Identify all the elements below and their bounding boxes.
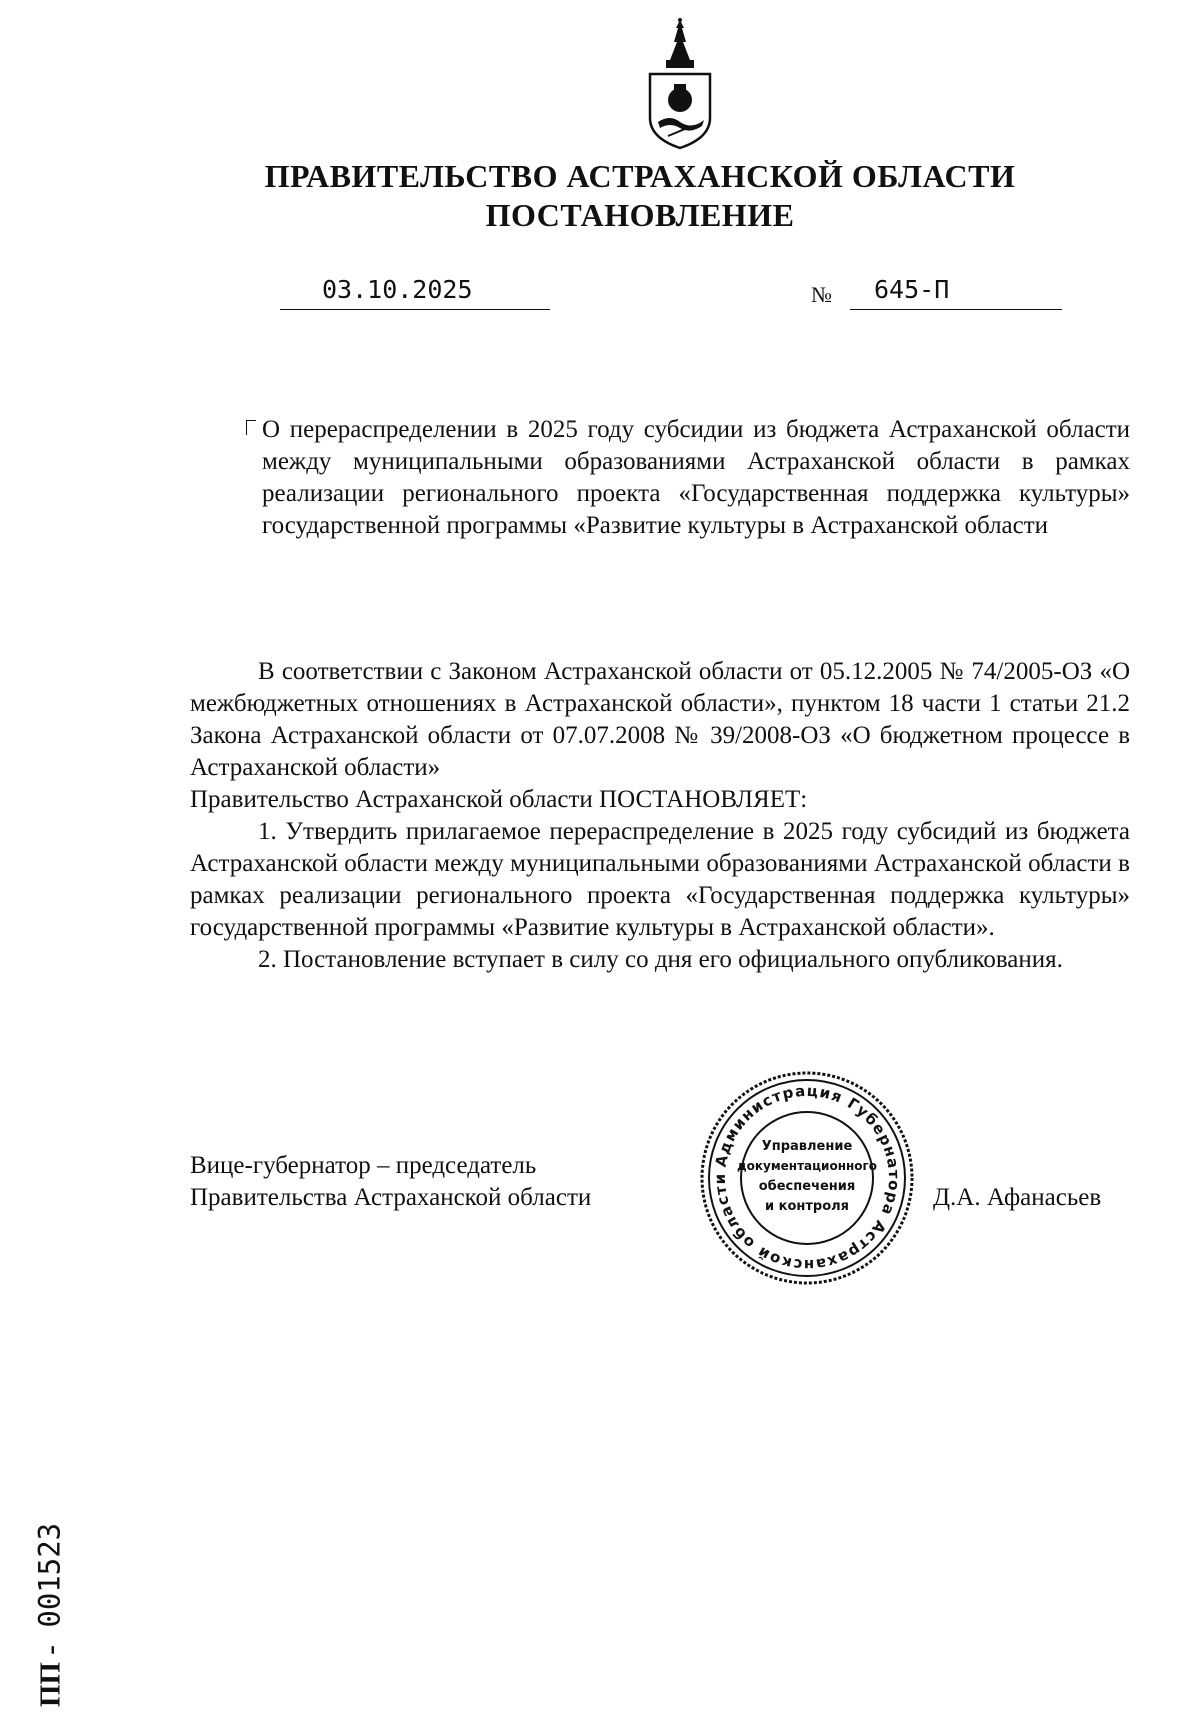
position-line-1: Вице-губернатор – председатель (190, 1152, 537, 1179)
item-1-paragraph: 1. Утвердить прилагаемое перераспределение в 2025 году субсидий из бюджета Астраханской области между муниципальными образованиями Астраханской области в рамках реализации регионального проекта «Государственная поддержка культуры» государственной программы «Развитие культуры в Астраханской области». (190, 818, 1130, 941)
document-number-field (850, 275, 1062, 310)
document-body (190, 656, 1130, 976)
number-sign: № (811, 282, 832, 307)
serial-number-block (32, 1522, 68, 1708)
coat-of-arms-icon (640, 18, 720, 153)
svg-text:Администрация Губернатора Астр (711, 1082, 903, 1274)
signatory-position (190, 1150, 591, 1214)
position-line-2: Правительства Астраханской области (190, 1184, 592, 1211)
signatory-name: Д.А. Афанасьев (933, 1184, 1102, 1211)
stamp-ring-text: Администрация Губернатора Астраханской области (710, 1081, 904, 1275)
document-number: 645-П (874, 275, 950, 304)
government-name: ПРАВИТЕЛЬСТВО АСТРАХАНСКОЙ ОБЛАСТИ (264, 158, 1016, 194)
item-2-paragraph: 2. Постановление вступает в силу со дня его официального опубликования. (258, 946, 1063, 973)
stamp-center-line-1: Управление (761, 1139, 853, 1154)
document-type: ПОСТАНОВЛЕНИЕ (485, 197, 795, 233)
stamp-center-line-2: документационного (736, 1159, 878, 1173)
serial-number: 001523 (32, 1522, 67, 1628)
document-title: О перераспределении в 2025 году субсидии из бюджета Астраханской области между муниципальными образованиями Астраханской области в рамках реализации регионального проекта «Государственная поддержка культуры» государственной программы «Развитие культуры в Астраханской области (262, 416, 1130, 539)
document-date-field (280, 275, 550, 310)
document-date: 03.10.2025 (322, 275, 473, 304)
stamp-center-line-3: обеспечения (758, 1179, 856, 1194)
official-stamp-icon (697, 1068, 917, 1288)
decree-line: Правительство Астраханской области ПОСТАНОВЛЯЕТ: (190, 786, 808, 813)
serial-prefix: ПП - (34, 1645, 67, 1708)
preamble-paragraph: В соответствии с Законом Астраханской области от 05.12.2005 № 74/2005-ОЗ «О межбюджетных отношениях в Астраханской области», пунктом 18 части 1 статьи 21.2 Закона Астраханской области от 07.07.2008 № 39/2008-ОЗ «О бюджетном процессе в Астраханской области» (190, 658, 1130, 781)
title-corner-mark (246, 420, 256, 435)
stamp-center-line-4: и контроля (764, 1199, 850, 1214)
